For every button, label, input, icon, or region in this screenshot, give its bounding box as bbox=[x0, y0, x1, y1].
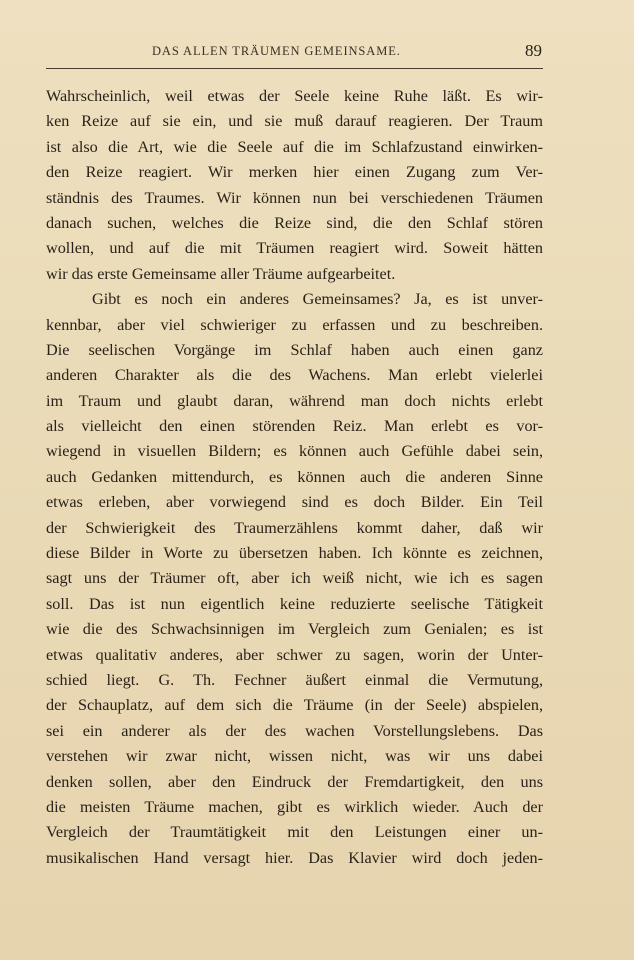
text-line: verstehen wir zwar nicht, wissen nicht, was wir uns dabei bbox=[46, 747, 543, 766]
text-line: Die seelischen Vorgänge im Schlaf haben auch einen ganz bbox=[46, 340, 543, 359]
page-number: 89 bbox=[525, 41, 542, 60]
text-line: als vielleicht den einen störenden Reiz. Man erlebt es vor- bbox=[46, 417, 543, 436]
text-line: ist also die Art, wie die Seele auf die im Schlafzustand einwirken- bbox=[46, 137, 543, 156]
text-line: denken sollen, aber den Eindruck der Fremdartigkeit, den uns bbox=[46, 772, 543, 791]
text-line: wollen, und auf die mit Träumen reagiert wird. Soweit hätten bbox=[46, 239, 543, 258]
text-line: im Traum und glaubt daran, während man doch nichts erlebt bbox=[46, 391, 543, 410]
header-rule bbox=[46, 68, 543, 69]
text-line: Vergleich der Traumtätigkeit mit den Leistungen einer un- bbox=[46, 823, 543, 842]
text-line: der Schauplatz, auf dem sich die Träume (in der Seele) abspielen, bbox=[46, 696, 543, 715]
text-line: ständnis des Traumes. Wir können nun bei verschiedenen Träumen bbox=[46, 188, 543, 207]
text-line: die meisten Träume machen, gibt es wirklich wieder. Auch der bbox=[46, 797, 543, 816]
text-line: den Reize reagiert. Wir merken hier einen Zugang zum Ver- bbox=[46, 163, 543, 182]
text-line: anderen Charakter als die des Wachens. Man erlebt vielerlei bbox=[46, 366, 543, 385]
body-text bbox=[46, 84, 543, 871]
text-line: wie die des Schwachsinnigen im Vergleich zum Genialen; es ist bbox=[46, 620, 543, 639]
text-line: sei ein anderer als der des wachen Vorstellungslebens. Das bbox=[46, 721, 543, 740]
text-line: Wahrscheinlich, weil etwas der Seele keine Ruhe läßt. Es wir- bbox=[46, 87, 543, 105]
paragraph-first-line: Gibt es noch ein anderes Gemeinsames? Ja, es ist unver- bbox=[92, 290, 543, 309]
running-head: DAS ALLEN TRÄUMEN GEMEINSAME. bbox=[152, 44, 401, 58]
text-line: schied liegt. G. Th. Fechner äußert einmal die Vermutung, bbox=[46, 670, 543, 689]
text-line: auch Gedanken mittendurch, es können auch die anderen Sinne bbox=[46, 467, 543, 486]
text-line: wir das erste Gemeinsame aller Träume aufgearbeitet. bbox=[46, 264, 396, 283]
text-line: etwas qualitativ anderes, aber schwer zu sagen, worin der Unter- bbox=[46, 645, 543, 664]
text-line: etwas erleben, aber vorwiegend sind es doch Bilder. Ein Teil bbox=[46, 493, 543, 512]
text-line: soll. Das ist nun eigentlich keine reduzierte seelische Tätigkeit bbox=[46, 594, 543, 613]
text-line: danach suchen, welches die Reize sind, die den Schlaf stören bbox=[46, 213, 543, 232]
text-line: kennbar, aber viel schwieriger zu erfassen und zu beschreiben. bbox=[46, 315, 543, 334]
text-line: wiegend in visuellen Bildern; es können auch Gefühle dabei sein, bbox=[46, 442, 543, 461]
page-header bbox=[46, 42, 542, 66]
text-line: sagt uns der Träumer oft, aber ich weiß nicht, wie ich es sagen bbox=[46, 569, 543, 588]
text-line: der Schwierigkeit des Traumerzählens kommt daher, daß wir bbox=[46, 518, 543, 537]
text-line: diese Bilder in Worte zu übersetzen haben. Ich könnte es zeichnen, bbox=[46, 544, 543, 563]
text-line: ken Reize auf sie ein, und sie muß darauf reagieren. Der Traum bbox=[46, 112, 543, 131]
text-line: musikalischen Hand versagt hier. Das Klavier wird doch jeden- bbox=[46, 848, 543, 867]
